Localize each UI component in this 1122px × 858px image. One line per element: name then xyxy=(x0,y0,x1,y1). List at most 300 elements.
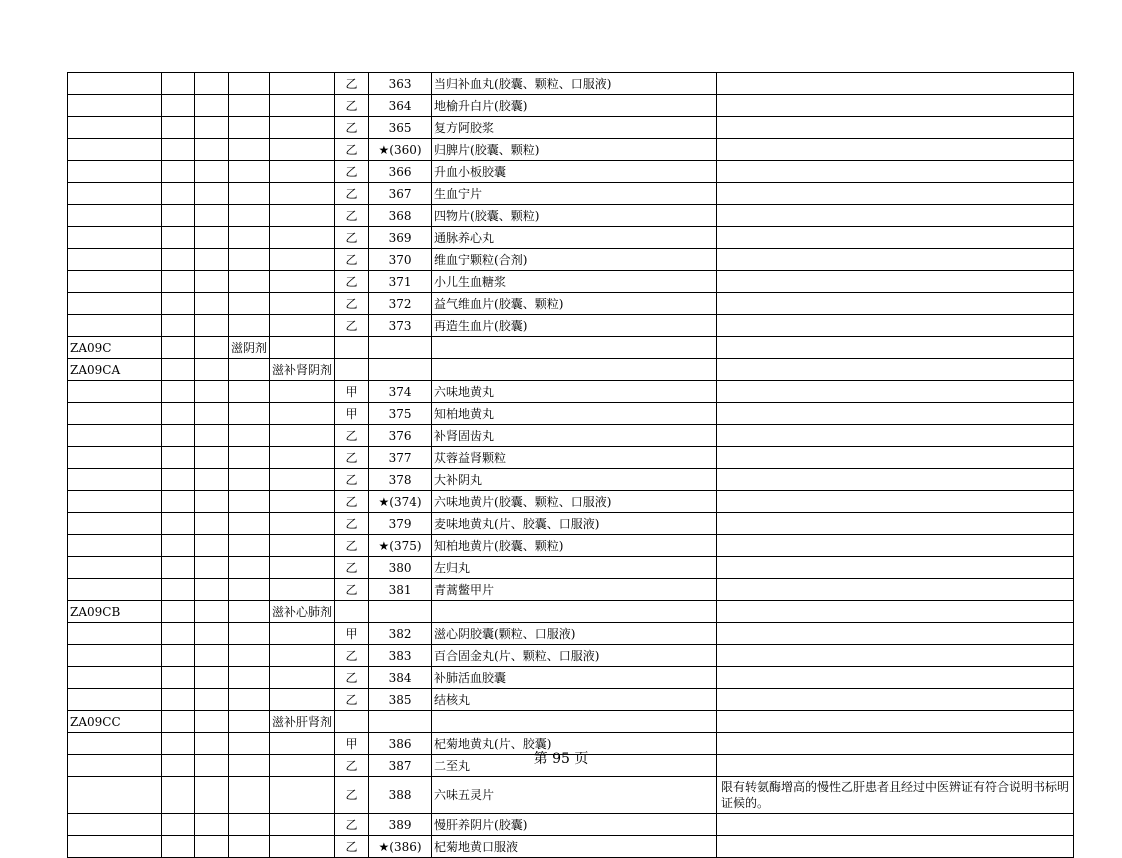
category-name-cell xyxy=(229,689,270,711)
table-row xyxy=(68,513,1074,535)
remark-cell xyxy=(717,337,1074,359)
category-name-cell xyxy=(229,227,270,249)
category-code-cell xyxy=(68,623,162,645)
level3-cell xyxy=(195,579,229,601)
subcategory-name-cell xyxy=(270,469,335,491)
grade-cell: 乙 xyxy=(335,469,369,491)
category-code-cell xyxy=(68,579,162,601)
table-row xyxy=(68,95,1074,117)
category-name-cell xyxy=(229,315,270,337)
level3-cell xyxy=(195,249,229,271)
category-name-cell xyxy=(229,183,270,205)
grade-cell: 乙 xyxy=(335,315,369,337)
subcategory-name-cell xyxy=(270,315,335,337)
remark-cell xyxy=(717,623,1074,645)
grade-cell: 乙 xyxy=(335,249,369,271)
subcategory-name-cell xyxy=(270,557,335,579)
drug-name-cell xyxy=(432,711,717,733)
remark-cell xyxy=(717,293,1074,315)
page-number: 第 95 页 xyxy=(533,751,589,767)
level2-cell xyxy=(162,601,195,623)
level2-cell xyxy=(162,117,195,139)
table-row xyxy=(68,645,1074,667)
grade-cell xyxy=(335,601,369,623)
table-row xyxy=(68,447,1074,469)
category-code-cell xyxy=(68,293,162,315)
grade-cell: 乙 xyxy=(335,667,369,689)
remark-cell xyxy=(717,117,1074,139)
remark-cell xyxy=(717,315,1074,337)
subcategory-name-cell xyxy=(270,579,335,601)
category-code-cell xyxy=(68,73,162,95)
subcategory-name-cell xyxy=(270,293,335,315)
subcategory-name-cell xyxy=(270,205,335,227)
drug-number-cell: ★(360) xyxy=(369,139,432,161)
drug-name-cell: 慢肝养阴片(胶囊) xyxy=(432,814,717,836)
category-code-cell xyxy=(68,161,162,183)
level2-cell xyxy=(162,491,195,513)
level3-cell xyxy=(195,227,229,249)
level2-cell xyxy=(162,711,195,733)
grade-cell xyxy=(335,711,369,733)
subcategory-name-cell xyxy=(270,403,335,425)
grade-cell: 乙 xyxy=(335,271,369,293)
level3-cell xyxy=(195,557,229,579)
drug-name-cell: 小儿生血糖浆 xyxy=(432,271,717,293)
subcategory-name-cell xyxy=(270,161,335,183)
subcategory-name-cell xyxy=(270,95,335,117)
category-code-cell: ZA09CA xyxy=(68,359,162,381)
grade-cell: 乙 xyxy=(335,814,369,836)
level2-cell xyxy=(162,161,195,183)
category-code-cell xyxy=(68,667,162,689)
grade-cell: 乙 xyxy=(335,117,369,139)
subcategory-name-cell xyxy=(270,139,335,161)
category-code-cell xyxy=(68,535,162,557)
grade-cell: 乙 xyxy=(335,425,369,447)
drug-number-cell: 373 xyxy=(369,315,432,337)
category-name-cell xyxy=(229,359,270,381)
level2-cell xyxy=(162,814,195,836)
category-code-cell: ZA09C xyxy=(68,337,162,359)
category-code-cell xyxy=(68,271,162,293)
table-row xyxy=(68,315,1074,337)
table-row xyxy=(68,271,1074,293)
level2-cell xyxy=(162,469,195,491)
table-row xyxy=(68,73,1074,95)
remark-cell xyxy=(717,557,1074,579)
category-name-cell xyxy=(229,205,270,227)
drug-number-cell: 365 xyxy=(369,117,432,139)
table-row xyxy=(68,557,1074,579)
drug-number-cell: 382 xyxy=(369,623,432,645)
category-code-cell xyxy=(68,403,162,425)
subcategory-name-cell xyxy=(270,667,335,689)
level3-cell xyxy=(195,711,229,733)
remark-cell xyxy=(717,205,1074,227)
subcategory-name-cell xyxy=(270,513,335,535)
category-name-cell xyxy=(229,425,270,447)
drug-name-cell: 六味地黄片(胶囊、颗粒、口服液) xyxy=(432,491,717,513)
remark-cell xyxy=(717,95,1074,117)
category-name-cell xyxy=(229,249,270,271)
level3-cell xyxy=(195,469,229,491)
grade-cell xyxy=(335,359,369,381)
level2-cell xyxy=(162,777,195,814)
category-name-cell xyxy=(229,95,270,117)
level3-cell xyxy=(195,447,229,469)
table-row xyxy=(68,579,1074,601)
level2-cell xyxy=(162,557,195,579)
category-name-cell xyxy=(229,161,270,183)
subcategory-name-cell: 滋补心肺剂 xyxy=(270,601,335,623)
subcategory-name-cell: 滋补肾阴剂 xyxy=(270,359,335,381)
category-name-cell xyxy=(229,513,270,535)
remark-cell xyxy=(717,271,1074,293)
category-name-cell xyxy=(229,469,270,491)
category-code-cell xyxy=(68,469,162,491)
level3-cell xyxy=(195,117,229,139)
drug-name-cell: 通脉养心丸 xyxy=(432,227,717,249)
level3-cell xyxy=(195,381,229,403)
drug-number-cell: ★(375) xyxy=(369,535,432,557)
subcategory-name-cell xyxy=(270,814,335,836)
category-code-cell xyxy=(68,645,162,667)
drug-number-cell: 384 xyxy=(369,667,432,689)
drug-number-cell: 372 xyxy=(369,293,432,315)
remark-cell xyxy=(717,469,1074,491)
drug-number-cell: ★(386) xyxy=(369,836,432,858)
table-row xyxy=(68,601,1074,623)
level2-cell xyxy=(162,447,195,469)
category-name-cell xyxy=(229,535,270,557)
category-code-cell xyxy=(68,205,162,227)
grade-cell: 乙 xyxy=(335,777,369,814)
grade-cell: 乙 xyxy=(335,535,369,557)
grade-cell: 乙 xyxy=(335,689,369,711)
drug-name-cell xyxy=(432,337,717,359)
category-code-cell xyxy=(68,425,162,447)
category-code-cell xyxy=(68,183,162,205)
level2-cell xyxy=(162,623,195,645)
level2-cell xyxy=(162,667,195,689)
grade-cell: 乙 xyxy=(335,293,369,315)
grade-cell: 乙 xyxy=(335,557,369,579)
drug-name-cell: 左归丸 xyxy=(432,557,717,579)
category-name-cell xyxy=(229,117,270,139)
remark-cell xyxy=(717,381,1074,403)
grade-cell: 乙 xyxy=(335,183,369,205)
drug-number-cell: 386 xyxy=(369,733,432,755)
level2-cell xyxy=(162,381,195,403)
level3-cell xyxy=(195,95,229,117)
level3-cell xyxy=(195,601,229,623)
subcategory-name-cell xyxy=(270,73,335,95)
remark-cell xyxy=(717,425,1074,447)
drug-number-cell: 385 xyxy=(369,689,432,711)
category-code-cell xyxy=(68,777,162,814)
category-code-cell xyxy=(68,836,162,858)
drug-name-cell: 升血小板胶囊 xyxy=(432,161,717,183)
drug-name-cell: 维血宁颗粒(合剂) xyxy=(432,249,717,271)
subcategory-name-cell xyxy=(270,535,335,557)
category-name-cell xyxy=(229,491,270,513)
category-name-cell xyxy=(229,139,270,161)
level3-cell xyxy=(195,403,229,425)
grade-cell: 乙 xyxy=(335,227,369,249)
drug-name-cell: 地榆升白片(胶囊) xyxy=(432,95,717,117)
level3-cell xyxy=(195,667,229,689)
table-row xyxy=(68,359,1074,381)
table-row xyxy=(68,183,1074,205)
remark-cell xyxy=(717,491,1074,513)
drug-name-cell: 杞菊地黄丸(片、胶囊) xyxy=(432,733,717,755)
table-row xyxy=(68,139,1074,161)
level3-cell xyxy=(195,271,229,293)
table-row xyxy=(68,777,1074,814)
remark-cell xyxy=(717,139,1074,161)
table-row xyxy=(68,689,1074,711)
level2-cell xyxy=(162,645,195,667)
grade-cell: 乙 xyxy=(335,491,369,513)
table-row xyxy=(68,836,1074,858)
grade-cell: 乙 xyxy=(335,447,369,469)
table-row xyxy=(68,161,1074,183)
level3-cell xyxy=(195,315,229,337)
subcategory-name-cell xyxy=(270,337,335,359)
drug-number-cell xyxy=(369,337,432,359)
grade-cell: 乙 xyxy=(335,513,369,535)
drug-number-cell: 378 xyxy=(369,469,432,491)
level2-cell xyxy=(162,205,195,227)
category-name-cell: 滋阴剂 xyxy=(229,337,270,359)
drug-list-table xyxy=(67,72,1074,858)
remark-cell: 限有转氨酶增高的慢性乙肝患者且经过中医辨证有符合说明书标明证候的。 xyxy=(717,777,1074,814)
remark-cell xyxy=(717,689,1074,711)
subcategory-name-cell xyxy=(270,836,335,858)
drug-number-cell: 383 xyxy=(369,645,432,667)
subcategory-name-cell xyxy=(270,447,335,469)
drug-number-cell: 369 xyxy=(369,227,432,249)
drug-name-cell: 当归补血丸(胶囊、颗粒、口服液) xyxy=(432,73,717,95)
grade-cell: 乙 xyxy=(335,836,369,858)
level2-cell xyxy=(162,183,195,205)
category-name-cell xyxy=(229,711,270,733)
category-code-cell xyxy=(68,447,162,469)
category-code-cell xyxy=(68,491,162,513)
remark-cell xyxy=(717,814,1074,836)
category-code-cell xyxy=(68,513,162,535)
drug-name-cell: 滋心阴胶囊(颗粒、口服液) xyxy=(432,623,717,645)
drug-number-cell: 379 xyxy=(369,513,432,535)
level2-cell xyxy=(162,315,195,337)
level3-cell xyxy=(195,139,229,161)
table-row xyxy=(68,249,1074,271)
subcategory-name-cell xyxy=(270,689,335,711)
grade-cell: 乙 xyxy=(335,645,369,667)
remark-cell xyxy=(717,836,1074,858)
level3-cell xyxy=(195,337,229,359)
grade-cell: 甲 xyxy=(335,403,369,425)
remark-cell xyxy=(717,73,1074,95)
remark-cell xyxy=(717,667,1074,689)
category-name-cell xyxy=(229,579,270,601)
drug-name-cell: 复方阿胶浆 xyxy=(432,117,717,139)
remark-cell xyxy=(717,403,1074,425)
category-name-cell xyxy=(229,403,270,425)
remark-cell xyxy=(717,183,1074,205)
grade-cell: 乙 xyxy=(335,161,369,183)
drug-number-cell: 381 xyxy=(369,579,432,601)
level2-cell xyxy=(162,836,195,858)
drug-number-cell xyxy=(369,359,432,381)
drug-number-cell xyxy=(369,601,432,623)
category-code-cell xyxy=(68,95,162,117)
level2-cell xyxy=(162,403,195,425)
level3-cell xyxy=(195,161,229,183)
level3-cell xyxy=(195,814,229,836)
drug-name-cell: 归脾片(胶囊、颗粒) xyxy=(432,139,717,161)
drug-name-cell: 杞菊地黄口服液 xyxy=(432,836,717,858)
level2-cell xyxy=(162,271,195,293)
table-row xyxy=(68,227,1074,249)
level3-cell xyxy=(195,836,229,858)
subcategory-name-cell xyxy=(270,491,335,513)
drug-name-cell: 大补阴丸 xyxy=(432,469,717,491)
subcategory-name-cell xyxy=(270,645,335,667)
drug-number-cell: 375 xyxy=(369,403,432,425)
table-row xyxy=(68,293,1074,315)
subcategory-name-cell xyxy=(270,227,335,249)
remark-cell xyxy=(717,161,1074,183)
drug-name-cell: 结核丸 xyxy=(432,689,717,711)
remark-cell xyxy=(717,447,1074,469)
remark-cell xyxy=(717,579,1074,601)
subcategory-name-cell xyxy=(270,249,335,271)
table-row xyxy=(68,117,1074,139)
drug-number-cell: 363 xyxy=(369,73,432,95)
table-row xyxy=(68,667,1074,689)
category-code-cell xyxy=(68,557,162,579)
level2-cell xyxy=(162,689,195,711)
drug-number-cell: ★(374) xyxy=(369,491,432,513)
category-code-cell xyxy=(68,227,162,249)
subcategory-name-cell xyxy=(270,183,335,205)
remark-cell xyxy=(717,535,1074,557)
level2-cell xyxy=(162,249,195,271)
drug-name-cell: 二至丸 xyxy=(432,755,717,777)
drug-name-cell: 知柏地黄丸 xyxy=(432,403,717,425)
grade-cell: 乙 xyxy=(335,579,369,601)
category-code-cell xyxy=(68,315,162,337)
drug-name-cell: 补肺活血胶囊 xyxy=(432,667,717,689)
level3-cell xyxy=(195,293,229,315)
drug-name-cell: 生血宁片 xyxy=(432,183,717,205)
drug-number-cell: 376 xyxy=(369,425,432,447)
subcategory-name-cell xyxy=(270,425,335,447)
drug-name-cell: 六味地黄丸 xyxy=(432,381,717,403)
drug-number-cell: 367 xyxy=(369,183,432,205)
level2-cell xyxy=(162,337,195,359)
subcategory-name-cell xyxy=(270,623,335,645)
remark-cell xyxy=(717,645,1074,667)
category-name-cell xyxy=(229,836,270,858)
drug-number-cell: 368 xyxy=(369,205,432,227)
category-name-cell xyxy=(229,667,270,689)
drug-name-cell xyxy=(432,601,717,623)
drug-name-cell: 青蒿鳖甲片 xyxy=(432,579,717,601)
drug-number-cell: 370 xyxy=(369,249,432,271)
level3-cell xyxy=(195,425,229,447)
table-body xyxy=(68,73,1074,858)
remark-cell xyxy=(717,227,1074,249)
table-row xyxy=(68,337,1074,359)
level2-cell xyxy=(162,227,195,249)
drug-name-cell: 百合固金丸(片、颗粒、口服液) xyxy=(432,645,717,667)
level3-cell xyxy=(195,645,229,667)
table-row xyxy=(68,205,1074,227)
category-name-cell xyxy=(229,814,270,836)
level2-cell xyxy=(162,425,195,447)
grade-cell: 甲 xyxy=(335,381,369,403)
category-code-cell xyxy=(68,689,162,711)
subcategory-name-cell xyxy=(270,117,335,139)
category-code-cell xyxy=(68,381,162,403)
table-row xyxy=(68,469,1074,491)
level2-cell xyxy=(162,359,195,381)
remark-cell xyxy=(717,711,1074,733)
drug-name-cell: 益气维血片(胶囊、颗粒) xyxy=(432,293,717,315)
level2-cell xyxy=(162,535,195,557)
level3-cell xyxy=(195,777,229,814)
category-code-cell xyxy=(68,814,162,836)
grade-cell xyxy=(335,337,369,359)
level2-cell xyxy=(162,293,195,315)
table-row xyxy=(68,623,1074,645)
category-name-cell xyxy=(229,601,270,623)
table-row xyxy=(68,711,1074,733)
drug-name-cell: 麦味地黄丸(片、胶囊、口服液) xyxy=(432,513,717,535)
grade-cell: 乙 xyxy=(335,139,369,161)
drug-number-cell: 380 xyxy=(369,557,432,579)
table-row xyxy=(68,814,1074,836)
drug-number-cell: 366 xyxy=(369,161,432,183)
drug-name-cell: 补肾固齿丸 xyxy=(432,425,717,447)
category-name-cell xyxy=(229,381,270,403)
category-code-cell: ZA09CC xyxy=(68,711,162,733)
remark-cell xyxy=(717,359,1074,381)
remark-cell xyxy=(717,249,1074,271)
level3-cell xyxy=(195,491,229,513)
level2-cell xyxy=(162,139,195,161)
level3-cell xyxy=(195,73,229,95)
drug-number-cell: 387 xyxy=(369,755,432,777)
table-row xyxy=(68,491,1074,513)
category-name-cell xyxy=(229,447,270,469)
grade-cell: 甲 xyxy=(335,623,369,645)
grade-cell: 乙 xyxy=(335,205,369,227)
drug-name-cell: 六味五灵片 xyxy=(432,777,717,814)
category-code-cell xyxy=(68,139,162,161)
subcategory-name-cell xyxy=(270,777,335,814)
subcategory-name-cell xyxy=(270,271,335,293)
category-code-cell xyxy=(68,117,162,139)
level3-cell xyxy=(195,689,229,711)
level3-cell xyxy=(195,205,229,227)
level3-cell xyxy=(195,359,229,381)
level2-cell xyxy=(162,95,195,117)
drug-number-cell: 388 xyxy=(369,777,432,814)
